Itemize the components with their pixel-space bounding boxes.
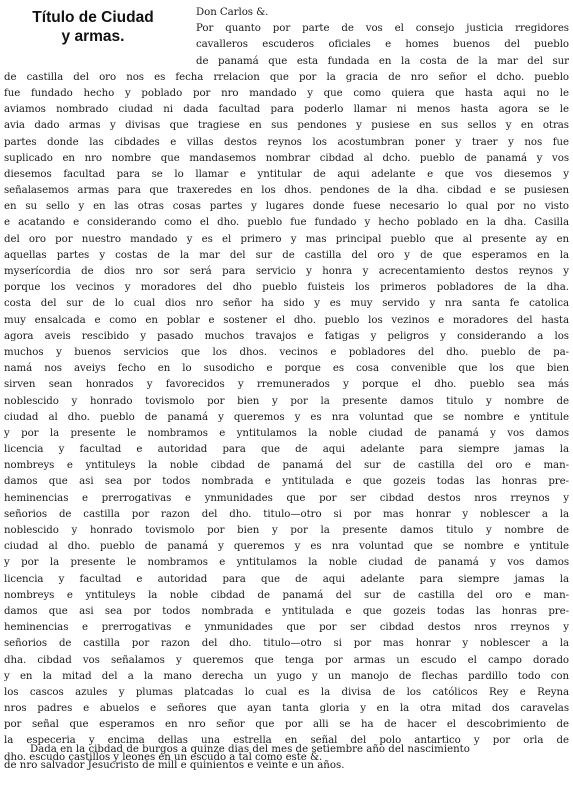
body-line: heminencias e prerrogativas e ynmunidades que por ser cibdad destos nros rreynos y bbox=[4, 622, 569, 634]
body-line: licencia y facultad e autoridad para que de aqui adelante para siempre jamas la bbox=[4, 573, 569, 585]
body-line: partes donde las cibdades e villas destos reynos los acostumbran poner y traer y nos fue bbox=[4, 136, 569, 148]
body-line: noblescido y honrado tovismolo por bien y por la presente damos titulo y nombre de bbox=[4, 525, 569, 536]
body-line: los cascos azules y plumas platcadas lo cual es la divisa de los católicos Rey e Reyna bbox=[4, 686, 569, 698]
body-line: y por la presente le nombramos e yntitulamos la noble ciudad de panamá y vos damos bbox=[4, 427, 569, 439]
body-line: señalasemos armas para que traxeredes en los dhos. pendones de la dha. cibdad e se pusiesen bbox=[4, 185, 569, 197]
body-line: ciudad al dho. pueblo de panamá y queremos y es nra voluntad que se nombre e yntitule bbox=[4, 411, 569, 423]
body-line: suplicado en nro nombre que mandasemos nombrar cibdad al dcho. pueblo de panamá y vos bbox=[4, 152, 569, 164]
body-line: sirven sean honrados y favorecidos y rremunerados y porque el dho. pueblo sea más bbox=[4, 379, 569, 391]
body-line: myserícordia de dios nro sor será para servicio y honra y acrecentamiento destos reynos y bbox=[4, 266, 569, 277]
body-line: nombreys e yntituleys la noble cibdad de panamá del sur de castilla del oro e man- bbox=[4, 589, 569, 601]
body-line: aviamos nombrado ciudad ni dada facultad para poderlo llamar ni menos hasta agora se le bbox=[4, 104, 569, 116]
body-line: licencia y facultad e autoridad para que de aqui adelante para siempre jamas la bbox=[4, 444, 569, 456]
body-line: diesemos facultad para se lo llamar e yntitular de aqui adelante e que vos diesemos y bbox=[4, 168, 569, 180]
body-line: costa del sur de lo cual dios nro señor ha sido y es muy servido y nra santa fe catolica bbox=[4, 298, 569, 310]
body-line: damos que asi sea por todos nombrada e yntitulada e que gozeis todas las honras pre- bbox=[4, 605, 569, 617]
heading-line-2: y armas. bbox=[61, 28, 125, 45]
body-line: Por quanto por parte de vos el consejo justicia rregidores bbox=[196, 23, 569, 35]
closing-line: Dada en la cibdad de burgos a quinze dias del mes de setiembre año del nascimiento bbox=[30, 744, 470, 755]
body-line: damos que asi sea por todos nombrada e yntitulada e que gozeis todas las honras pre- bbox=[4, 476, 569, 488]
body-line: fue fundado hecho y poblado por nro mandado y que como quiera que hasta aqui no le bbox=[4, 87, 569, 99]
body-line: muchos y buenos servicios que los dhos. vecinos e pobladores del dho. pueblo de pa- bbox=[4, 346, 569, 358]
body-line: dho. escudo castillos y leones en un escudo a tal como este &. bbox=[4, 751, 323, 763]
body-line: e acatando e considerando como el dho. pueblo fue fundado y hecho poblado en la dha. Casilla bbox=[4, 217, 569, 229]
body-line: señorios de castilla por razon del dho. titulo—otro si por mas honrar y noblescer a la bbox=[4, 638, 569, 650]
body-line: namá nos aveiys fecho en lo susodicho e porque es cosa convenible que los que bien bbox=[4, 363, 569, 375]
body-line: cavalleros escuderos oficiales e homes buenos del pueblo bbox=[196, 39, 569, 51]
body-line: señorios de castilla por razon del dho. titulo—otro si por mas honrar y noblescer a la bbox=[4, 508, 569, 520]
body-line: nros padres e abuelos e señores que ayan tanta gloria y en la otra mitad dos caravelas bbox=[4, 703, 569, 715]
closing-line: de nro salvador Jesucristo de mill e quinientos e veinte e un años. bbox=[4, 760, 345, 772]
document-body bbox=[4, 5, 569, 766]
body-line: muy ensalcada e como en poblar e sostener el dho. pueblo los vezinos e moradores del hasta bbox=[4, 314, 569, 326]
body-line: por señal que esperamos en nro señor que por alli se ha de hacer el descobrimiento de bbox=[4, 719, 569, 731]
body-line: avia dado armas y divisas que tragiese en sus pendones y pusiese en sus sellos y en otras bbox=[4, 120, 569, 132]
body-line: noblescido y honrado tovismolo por bien y por la presente damos titulo y nombre de bbox=[4, 395, 569, 407]
body-line: heminencias e prerrogativas e ynmunidades que por ser cibdad destos nros rreynos y bbox=[4, 492, 569, 504]
body-line: y por la presente le nombramos e yntitulamos la noble ciudad de panamá y vos damos bbox=[4, 557, 569, 569]
body-line: agora aveis rescibido y pasado muchos travajos e fatigas y peligros y considerando a los bbox=[4, 330, 569, 342]
greeting-line: Don Carlos &. bbox=[196, 7, 269, 18]
body-line: del oro por nuestro mandado y es el primero y mas principal pueblo que al presente ay en bbox=[4, 233, 569, 245]
heading-line-1: Título de Ciudad bbox=[32, 9, 154, 26]
body-line: porque los vecinos y moradores del dho pueblo fuisteis los primeros pobladores de la dha. bbox=[4, 282, 569, 294]
body-line: y en la mitad del a la mano derecha un yugo y un manojo de flechas pardillo todo con bbox=[4, 670, 569, 682]
body-line: nombreys e yntituleys la noble cibdad de panamá del sur de castilla del oro e man- bbox=[4, 460, 569, 472]
body-line: aquellas partes y costas de la mar del sur de castilla del oro y de que esperamos en la bbox=[4, 249, 569, 261]
body-line: de castilla del oro nos es fecha rrelacion que por la gracia de nro señor el dcho. pueblo bbox=[4, 71, 569, 83]
body-line: en su sello y en las otras cosas partes y lugares donde fuese necesario lo qual por no visto bbox=[4, 201, 569, 213]
body-line: de panamá que esta fundada en la costa de la mar del sur bbox=[196, 55, 569, 67]
body-line: dha. cibdad vos señalamos y queremos que tenga por armas un escudo el campo dorado bbox=[4, 654, 569, 666]
document-closing bbox=[4, 742, 569, 774]
body-line: ciudad al dho. pueblo de panamá y queremos y es nra voluntad que se nombre e yntitule bbox=[4, 541, 569, 553]
body-line: la especeria y encima dellas una estrella en señal del polo antartico y por orla de bbox=[4, 735, 569, 747]
